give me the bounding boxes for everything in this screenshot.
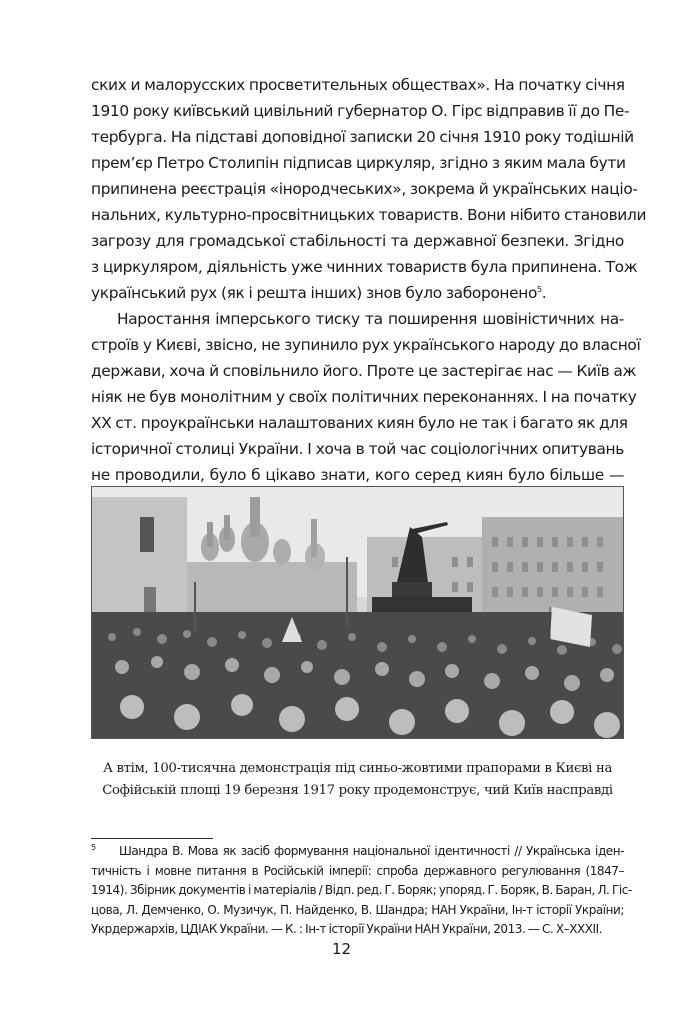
text-line: загрозу для громадської стабільності та державної безпеки. Згідно (91, 232, 624, 250)
footnote-line: 1914). Збірник документів і матеріалів / Відп. ред. Г. Боряк; упоряд. Г. Боряк, В. Баран, Л. Гіс- (91, 883, 632, 897)
page-number: 12 (331, 940, 352, 958)
demonstration-photo (91, 486, 624, 739)
text-line: з циркуляром, діяльність уже чинних товариств була припинена. Тож (91, 258, 638, 276)
photo-caption (91, 758, 624, 802)
text-line: історичної столиці України. І хоча в той час соціологічних опитувань (91, 440, 624, 458)
paragraph-2 (91, 306, 641, 514)
footnote (91, 842, 632, 940)
main-text (91, 72, 647, 514)
photo-illustration (92, 487, 624, 739)
footnote-separator (91, 838, 213, 839)
footnote-reference[interactable]: 5 (537, 285, 542, 294)
footnote-line: Укрдержархів, ЦДІАК України. — К. : Ін-т історії України НАН України, 2013. — С. X–XXXII. (91, 922, 603, 936)
caption-line: Софійській площі 19 березня 1917 року продемонструє, чий Київ насправді (102, 783, 613, 798)
text-line: 1910 року київський цивільний губернатор О. Гірс відправив її до Пе- (91, 102, 630, 120)
text-line: припинена реєстрація «інородчеських», зокрема й українських націо- (91, 180, 638, 198)
footnote-text: Шандра В. Мова як засіб формування національної ідентичності // Українська іден- (119, 844, 624, 858)
caption-line: А втім, 100-тисячна демонстрація під синьо-жовтими прапорами в Києві на (102, 761, 613, 776)
footnote-line: 5 Шандра В. Мова як засіб формування національної ідентичності // Українська іден- (91, 843, 624, 858)
paragraph-1 (91, 72, 647, 306)
text-line: не проводили, було б цікаво знати, кого серед киян було більше — (91, 466, 624, 484)
page-body (91, 72, 647, 514)
text-line: ніяк не був монолітним у своїх політичних переконаннях. І на початку (91, 388, 637, 406)
footnote-line: цова, Л. Демченко, О. Музичук, П. Найденко, В. Шандра; НАН України, Ін-т історії України; (91, 902, 624, 917)
text-line: строїв у Києві, звісно, не зупинило рух українського народу до власної (91, 336, 641, 354)
text-line: держави, хоча й сповільнило його. Проте це застерігає нас — Київ аж (91, 362, 636, 380)
text-line: Наростання імперського тиску та поширення шовіністичних на- (117, 310, 624, 328)
text-fragment: український рух (як і решта інших) знов було заборонено (91, 284, 538, 302)
text-line: нальних, культурно-просвітницьких товариств. Вони нібито становили (91, 206, 647, 224)
text-line (91, 280, 624, 306)
text-line: прем’єр Петро Столипін підписав циркуляр, згідно з яким мала бути (91, 154, 626, 172)
text-line: тербурга. На підставі доповідної записки 20 січня 1910 року тодішній (91, 128, 634, 146)
text-fragment: . (541, 284, 547, 302)
footnote-line: тичність і мовне питання в Російській імперії: спроба державного регулювання (1847– (91, 863, 624, 878)
text-line: ХХ ст. проукраїнськи налаштованих киян було не так і багато як для (91, 414, 628, 432)
text-line: ских и малорусских просветительных обществах». На початку січня (91, 76, 625, 94)
